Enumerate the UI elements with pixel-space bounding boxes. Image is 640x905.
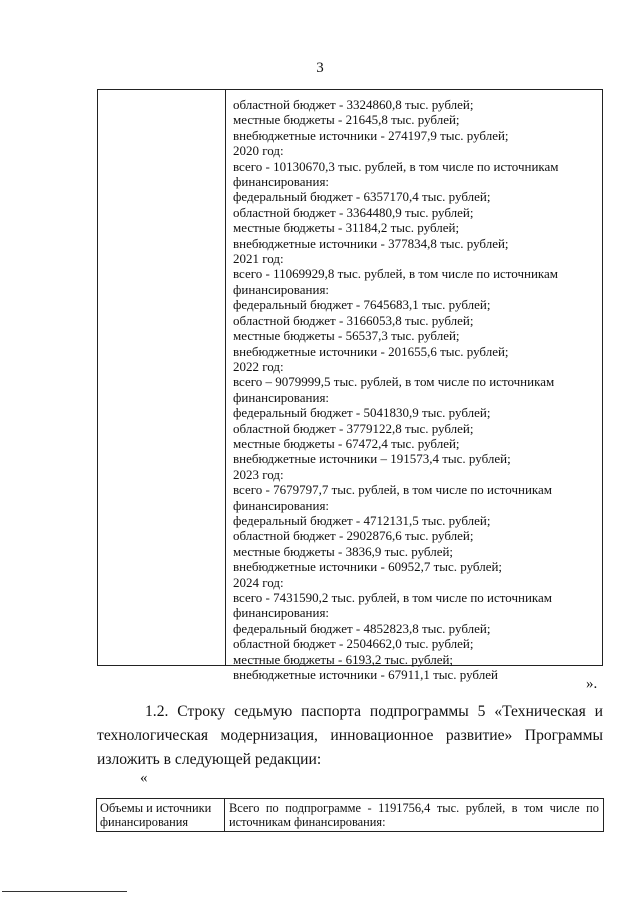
financing-line: внебюджетные источники - 377834,8 тыс. рублей; [233, 235, 509, 251]
new-row-table [96, 798, 604, 832]
financing-line: 2022 год: [233, 358, 284, 374]
new-row-label-line: Объемы и источники [100, 801, 212, 815]
financing-table-value-cell [226, 90, 602, 683]
financing-line: областной бюджет - 3779122,8 тыс. рублей; [233, 420, 474, 436]
financing-line: федеральный бюджет - 5041830,9 тыс. рублей; [233, 405, 491, 421]
financing-line: финансирования: [233, 605, 330, 621]
page-number: 3 [316, 60, 324, 76]
financing-line: 2021 год: [233, 251, 284, 267]
financing-line: местные бюджеты - 56537,3 тыс. рублей; [233, 328, 460, 344]
financing-line: местные бюджеты - 3836,9 тыс. рублей; [233, 543, 454, 559]
financing-line: федеральный бюджет - 4712131,5 тыс. рублей; [233, 512, 491, 528]
financing-line: всего - 7431590,2 тыс. рублей, в том числе по источникам [233, 590, 553, 605]
financing-line: областной бюджет - 3324860,8 тыс. рублей; [233, 97, 474, 112]
financing-line: областной бюджет - 3166053,8 тыс. рублей; [233, 312, 474, 328]
financing-line: местные бюджеты - 31184,2 тыс. рублей; [233, 220, 460, 236]
financing-line: внебюджетные источники – 191573,4 тыс. рублей; [233, 451, 511, 467]
financing-line: финансирования: [233, 281, 330, 297]
financing-line: областной бюджет - 2504662,0 тыс. рублей; [233, 636, 474, 652]
financing-line: внебюджетные источники - 201655,6 тыс. рублей; [233, 343, 509, 359]
financing-line: 2020 год: [233, 143, 284, 159]
financing-line: внебюджетные источники - 60952,7 тыс. рублей; [233, 559, 503, 575]
financing-line: местные бюджеты - 21645,8 тыс. рублей; [233, 112, 460, 128]
financing-line: областной бюджет - 3364480,9 тыс. рублей; [233, 204, 474, 220]
financing-line: федеральный бюджет - 6357170,4 тыс. рублей; [233, 189, 491, 205]
financing-table [97, 89, 603, 683]
new-row-value-line: Всего по подпрограмме - 1191756,4 тыс. рублей, в том числе по [229, 801, 599, 815]
amendment-paragraph [97, 700, 603, 772]
financing-line: всего - 11069929,8 тыс. рублей, в том числе по источникам [233, 266, 559, 282]
financing-line: 2024 год: [233, 574, 284, 590]
new-row-label-line: финансирования [100, 815, 189, 829]
new-row-value-cell [225, 799, 603, 831]
amendment-line: 1.2. Строку седьмую паспорта подпрограммы 5 «Техническая и [145, 703, 603, 720]
new-row-value-line: источникам финансирования: [229, 815, 386, 829]
financing-line: местные бюджеты - 6193,2 тыс. рублей; [233, 651, 454, 667]
amendment-line: технологическая модернизация, инновационное развитие» Программы [97, 727, 603, 744]
financing-line: финансирования: [233, 389, 330, 405]
financing-line: внебюджетные источники - 67911,1 тыс. рублей [233, 667, 498, 683]
financing-line: всего – 9079999,5 тыс. рублей, в том числе по источникам [233, 374, 555, 390]
financing-line: федеральный бюджет - 7645683,1 тыс. рублей; [233, 297, 491, 313]
closing-quote: ». [586, 676, 598, 692]
amendment-line: изложить в следующей редакции: [97, 751, 322, 768]
opening-quote: « [140, 770, 148, 786]
financing-line: внебюджетные источники - 274197,9 тыс. рублей; [233, 127, 509, 143]
financing-line: финансирования: [233, 174, 330, 190]
financing-line: местные бюджеты - 67472,4 тыс. рублей; [233, 435, 460, 451]
financing-line: всего - 7679797,7 тыс. рублей, в том числе по источникам [233, 482, 553, 498]
financing-line: 2023 год: [233, 466, 284, 482]
financing-line: областной бюджет - 2902876,6 тыс. рублей; [233, 528, 474, 544]
new-row-label-cell [97, 799, 225, 831]
footnote-rule [2, 891, 127, 892]
financing-line: всего - 10130670,3 тыс. рублей, в том числе по источникам [233, 158, 559, 174]
financing-line: федеральный бюджет - 4852823,8 тыс. рублей; [233, 620, 491, 636]
financing-table-label-cell [98, 90, 226, 665]
financing-line: финансирования: [233, 497, 330, 513]
